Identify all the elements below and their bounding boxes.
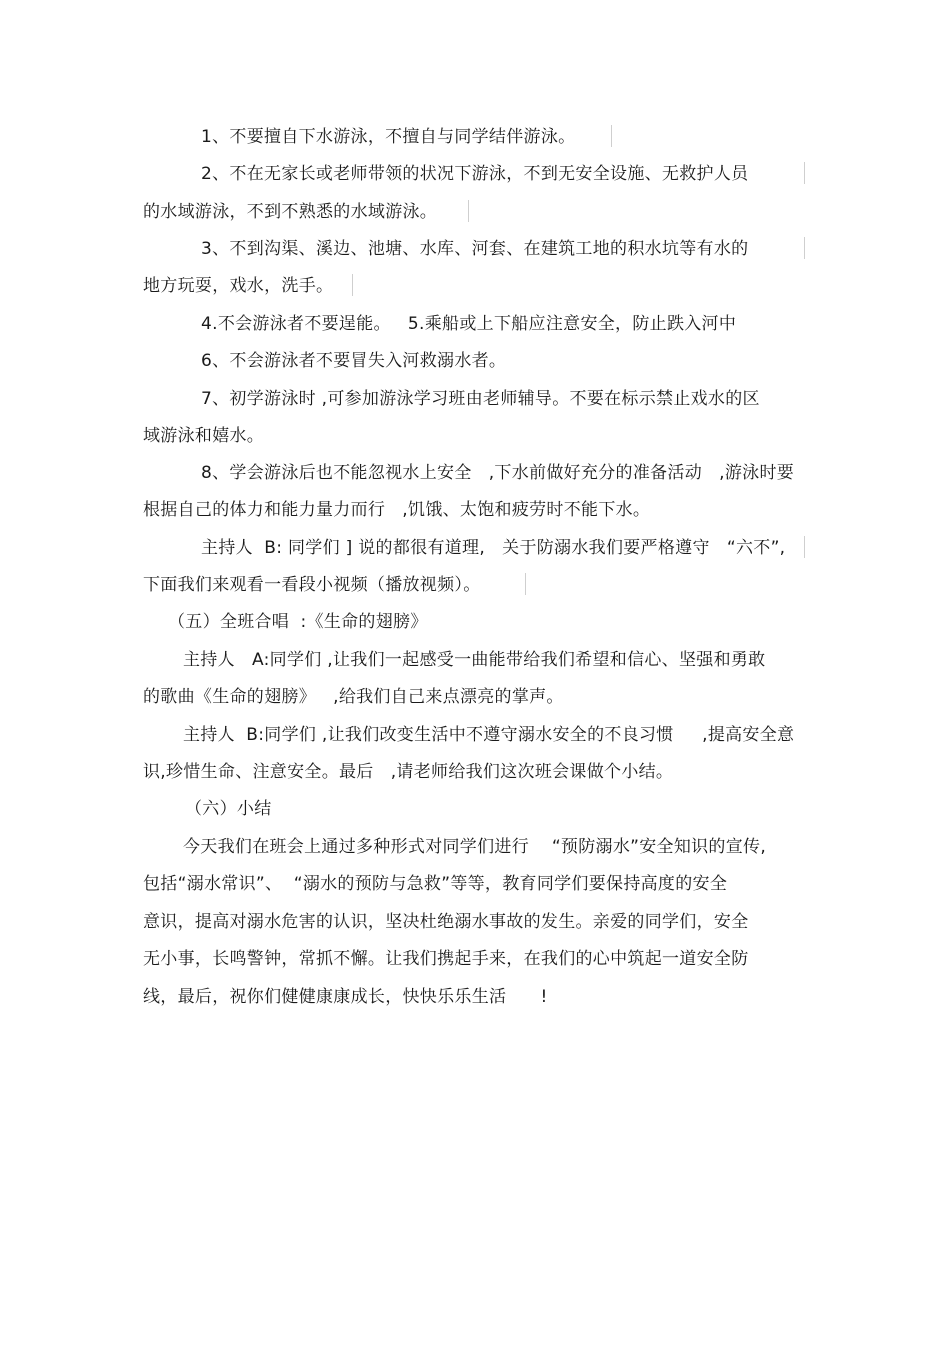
rule-2-line-2: 的水域游泳，不到不熟悉的水域游泳。 <box>143 202 438 222</box>
rule-7-line-2: 域游泳和嬉水。 <box>143 426 265 446</box>
divider-bar <box>525 573 526 595</box>
rule-8-line-1: 8、学会游泳后也不能忽视水上安全 ,下水前做好充分的准备活动 ,游泳时要 <box>201 463 795 483</box>
rule-1-line-1: 1、不要擅自下水游泳，不擅自与同学结伴游泳。 <box>201 127 576 147</box>
rule-7-line-1: 7、初学游泳时 ,可参加游泳学习班由老师辅导。不要在标示禁止戏水的区 <box>201 389 760 409</box>
host-b-line-2: 下面我们来观看一看段小视频（播放视频）。 <box>143 575 481 595</box>
host-b-line-1: 主持人 B: 同学们 ] 说的都很有道理, 关于防溺水我们要严格遵守 “六不”, <box>201 538 786 558</box>
section-5-heading: （五）全班合唱 :《生命的翅膀》 <box>168 612 428 632</box>
divider-bar <box>804 162 805 184</box>
rule-8-line-2: 根据自己的体力和能力量力而行 ,饥饿、太饱和疲劳时不能下水。 <box>143 500 651 520</box>
section-6-heading: （六）小结 <box>185 799 272 819</box>
divider-bar <box>352 274 353 296</box>
host-b2-line-2: 识,珍惜生命、注意安全。最后 ,请老师给我们这次班会课做个小结。 <box>143 762 674 782</box>
rule-6-line: 6、不会游泳者不要冒失入河救溺水者。 <box>201 351 507 371</box>
rule-4-5-line: 4.不会游泳者不要逞能。 5.乘船或上下船应注意安全，防止跌入河中 <box>201 314 737 334</box>
divider-bar <box>611 125 612 147</box>
summary-line-5: 线，最后，祝你们健健康康成长，快快乐乐生活 ! <box>143 987 548 1007</box>
host-a-line-1: 主持人 A:同学们 ,让我们一起感受一曲能带给我们希望和信心、坚强和勇敢 <box>183 650 766 670</box>
host-b2-line-1: 主持人 B:同学们 ,让我们改变生活中不遵守溺水安全的不良习惯 ,提高安全意 <box>183 725 795 745</box>
rule-3-line-2: 地方玩耍，戏水，洗手。 <box>143 276 334 296</box>
host-a-line-2: 的歌曲《生命的翅膀》 ,给我们自己来点漂亮的掌声。 <box>143 687 564 707</box>
summary-line-4: 无小事，长鸣警钟，常抓不懈。让我们携起手来，在我们的心中筑起一道安全防 <box>143 949 749 969</box>
divider-bar <box>468 200 469 222</box>
divider-bar <box>804 237 805 259</box>
divider-bar <box>804 536 805 558</box>
summary-line-2: 包括“溺水常识”、 “溺水的预防与急救”等等，教育同学们要保持高度的安全 <box>143 874 728 894</box>
rule-2-line-1: 2、不在无家长或老师带领的状况下游泳，不到无安全设施、无救护人员 <box>201 164 749 184</box>
summary-line-3: 意识，提高对溺水危害的认识，坚决杜绝溺水事故的发生。亲爱的同学们，安全 <box>143 912 749 932</box>
rule-3-line-1: 3、不到沟渠、溪边、池塘、水库、河套、在建筑工地的积水坑等有水的 <box>201 239 749 259</box>
summary-line-1: 今天我们在班会上通过多种形式对同学们进行 “预防溺水”安全知识的宣传, <box>183 837 767 857</box>
